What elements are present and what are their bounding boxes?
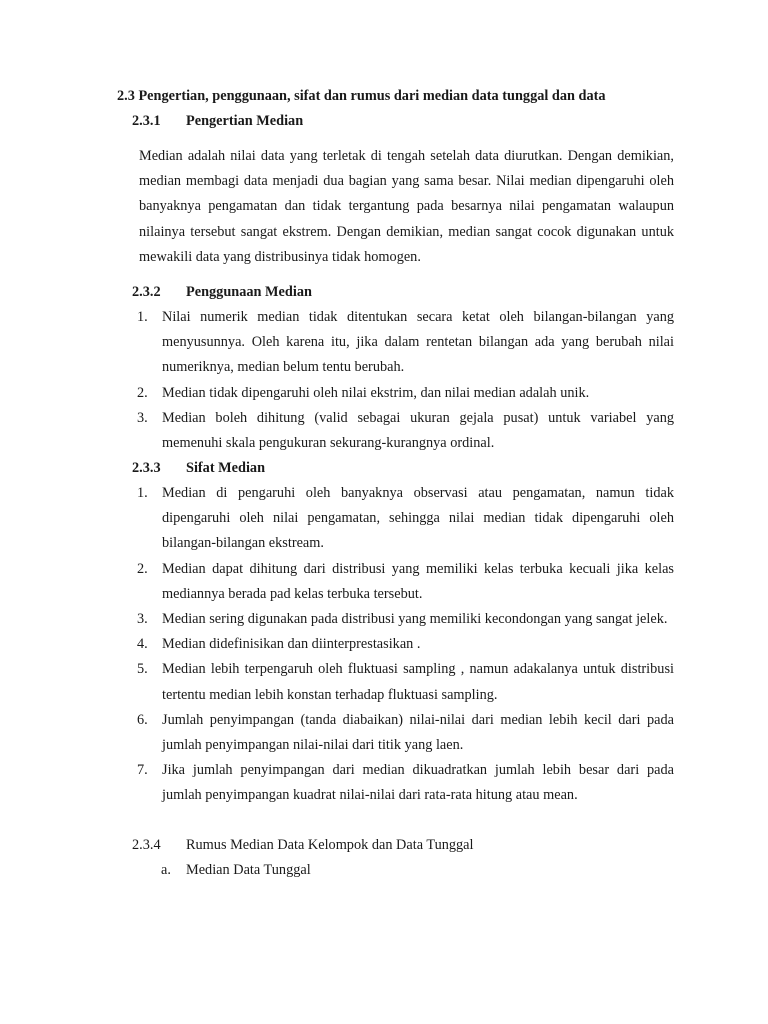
main-heading: 2.3 Pengertian, penggunaan, sifat dan rumus dari median data tunggal dan data	[117, 88, 606, 104]
list-item-text: Jika jumlah penyimpangan dari median dikuadratkan jumlah lebih besar dari pada jumlah penyimpangan kuadrat nilai-nilai dari rata-rata hitung atau mean.	[162, 762, 674, 804]
section-number: 2.3.1	[132, 113, 161, 129]
list-item-text: Median tidak dipengaruhi oleh nilai ekstrim, dan nilai median adalah unik.	[162, 384, 590, 401]
list-item	[137, 481, 674, 557]
list-item	[137, 406, 674, 456]
section-title: Rumus Median Data Kelompok dan Data Tunggal	[186, 837, 474, 853]
list-item	[137, 607, 674, 632]
list-marker: 7.	[137, 762, 148, 779]
definition-paragraph: Median adalah nilai data yang terletak di tengah setelah data diurutkan. Dengan demikian, median membagi data menjadi dua bagian yang sama besar. Nilai median dipengaruhi oleh banyaknya pengamatan dan tidak tergantung pada besarnya nilai pengamatan walaupun nilainya tersebut sangat ekstrem. Dengan demikian, median sangat cocok digunakan untuk mewakili data yang distribusinya tidak homogen.	[139, 148, 674, 265]
list-item	[137, 657, 674, 707]
list-marker: 2.	[137, 384, 148, 401]
list-marker: 3.	[137, 409, 148, 426]
list-marker: 2.	[137, 560, 148, 577]
list-marker: 1.	[137, 309, 148, 325]
list-item	[137, 632, 674, 657]
list-item	[137, 381, 674, 406]
section-title: Penggunaan Median	[186, 284, 312, 300]
section-title: Sifat Median	[186, 460, 266, 476]
list-item-text: Jumlah penyimpangan (tanda diabaikan) nilai-nilai dari median lebih kecil dari pada jumlah penyimpangan nilai-nilai dari titik yang laen.	[162, 711, 674, 754]
section-title: Pengertian Median	[186, 113, 304, 129]
section-number: 2.3.3	[132, 460, 161, 476]
section-number: 2.3.2	[132, 284, 161, 300]
list-item	[137, 708, 674, 758]
list-item	[137, 305, 674, 381]
list-item-text: Median didefinisikan dan diinterprestasikan .	[162, 636, 421, 653]
list-item-text: Median boleh dihitung (valid sebagai ukuran gejala pusat) untuk variabel yang memenuhi skala pengukuran sekurang-kurangnya ordinal.	[162, 409, 674, 452]
sub-item-text: Median Data Tunggal	[186, 862, 311, 878]
list-item-text: Median dapat dihitung dari distribusi yang memiliki kelas terbuka kecuali jika kelas mediannya berada pad kelas terbuka tersebut.	[162, 560, 674, 602]
list-item	[137, 557, 674, 607]
section-number: 2.3.4	[132, 837, 161, 853]
list-marker: 4.	[137, 636, 148, 653]
list-marker: 5.	[137, 661, 148, 678]
list-marker: 3.	[137, 611, 148, 628]
list-item	[137, 758, 674, 808]
list-item-text: Median sering digunakan pada distribusi yang memiliki kecondongan yang sangat jelek.	[162, 611, 668, 628]
sub-item-marker: a.	[161, 862, 171, 878]
properties-list	[137, 481, 674, 809]
list-item-text: Median lebih terpengaruh oleh fluktuasi sampling , namun adakalanya untuk distribusi tertentu median lebih konstan terhadap fluktuasi sampling.	[162, 661, 674, 703]
list-marker: 1.	[137, 485, 148, 501]
list-marker: 6.	[137, 711, 148, 728]
list-item-text: Nilai numerik median tidak ditentukan secara ketat oleh bilangan-bilangan yang menyusunnya. Oleh karena itu, jika dalam rentetan bilangan ada yang berubah nilai numeriknya, median belum tentu berubah.	[162, 309, 674, 376]
usage-list	[137, 305, 674, 456]
list-item-text: Median di pengaruhi oleh banyaknya observasi atau pengamatan, namun tidak dipengaruhi oleh nilai pengamatan, sehingga nilai median tidak dipengaruhi oleh bilangan-bilangan ekstream.	[162, 485, 674, 552]
